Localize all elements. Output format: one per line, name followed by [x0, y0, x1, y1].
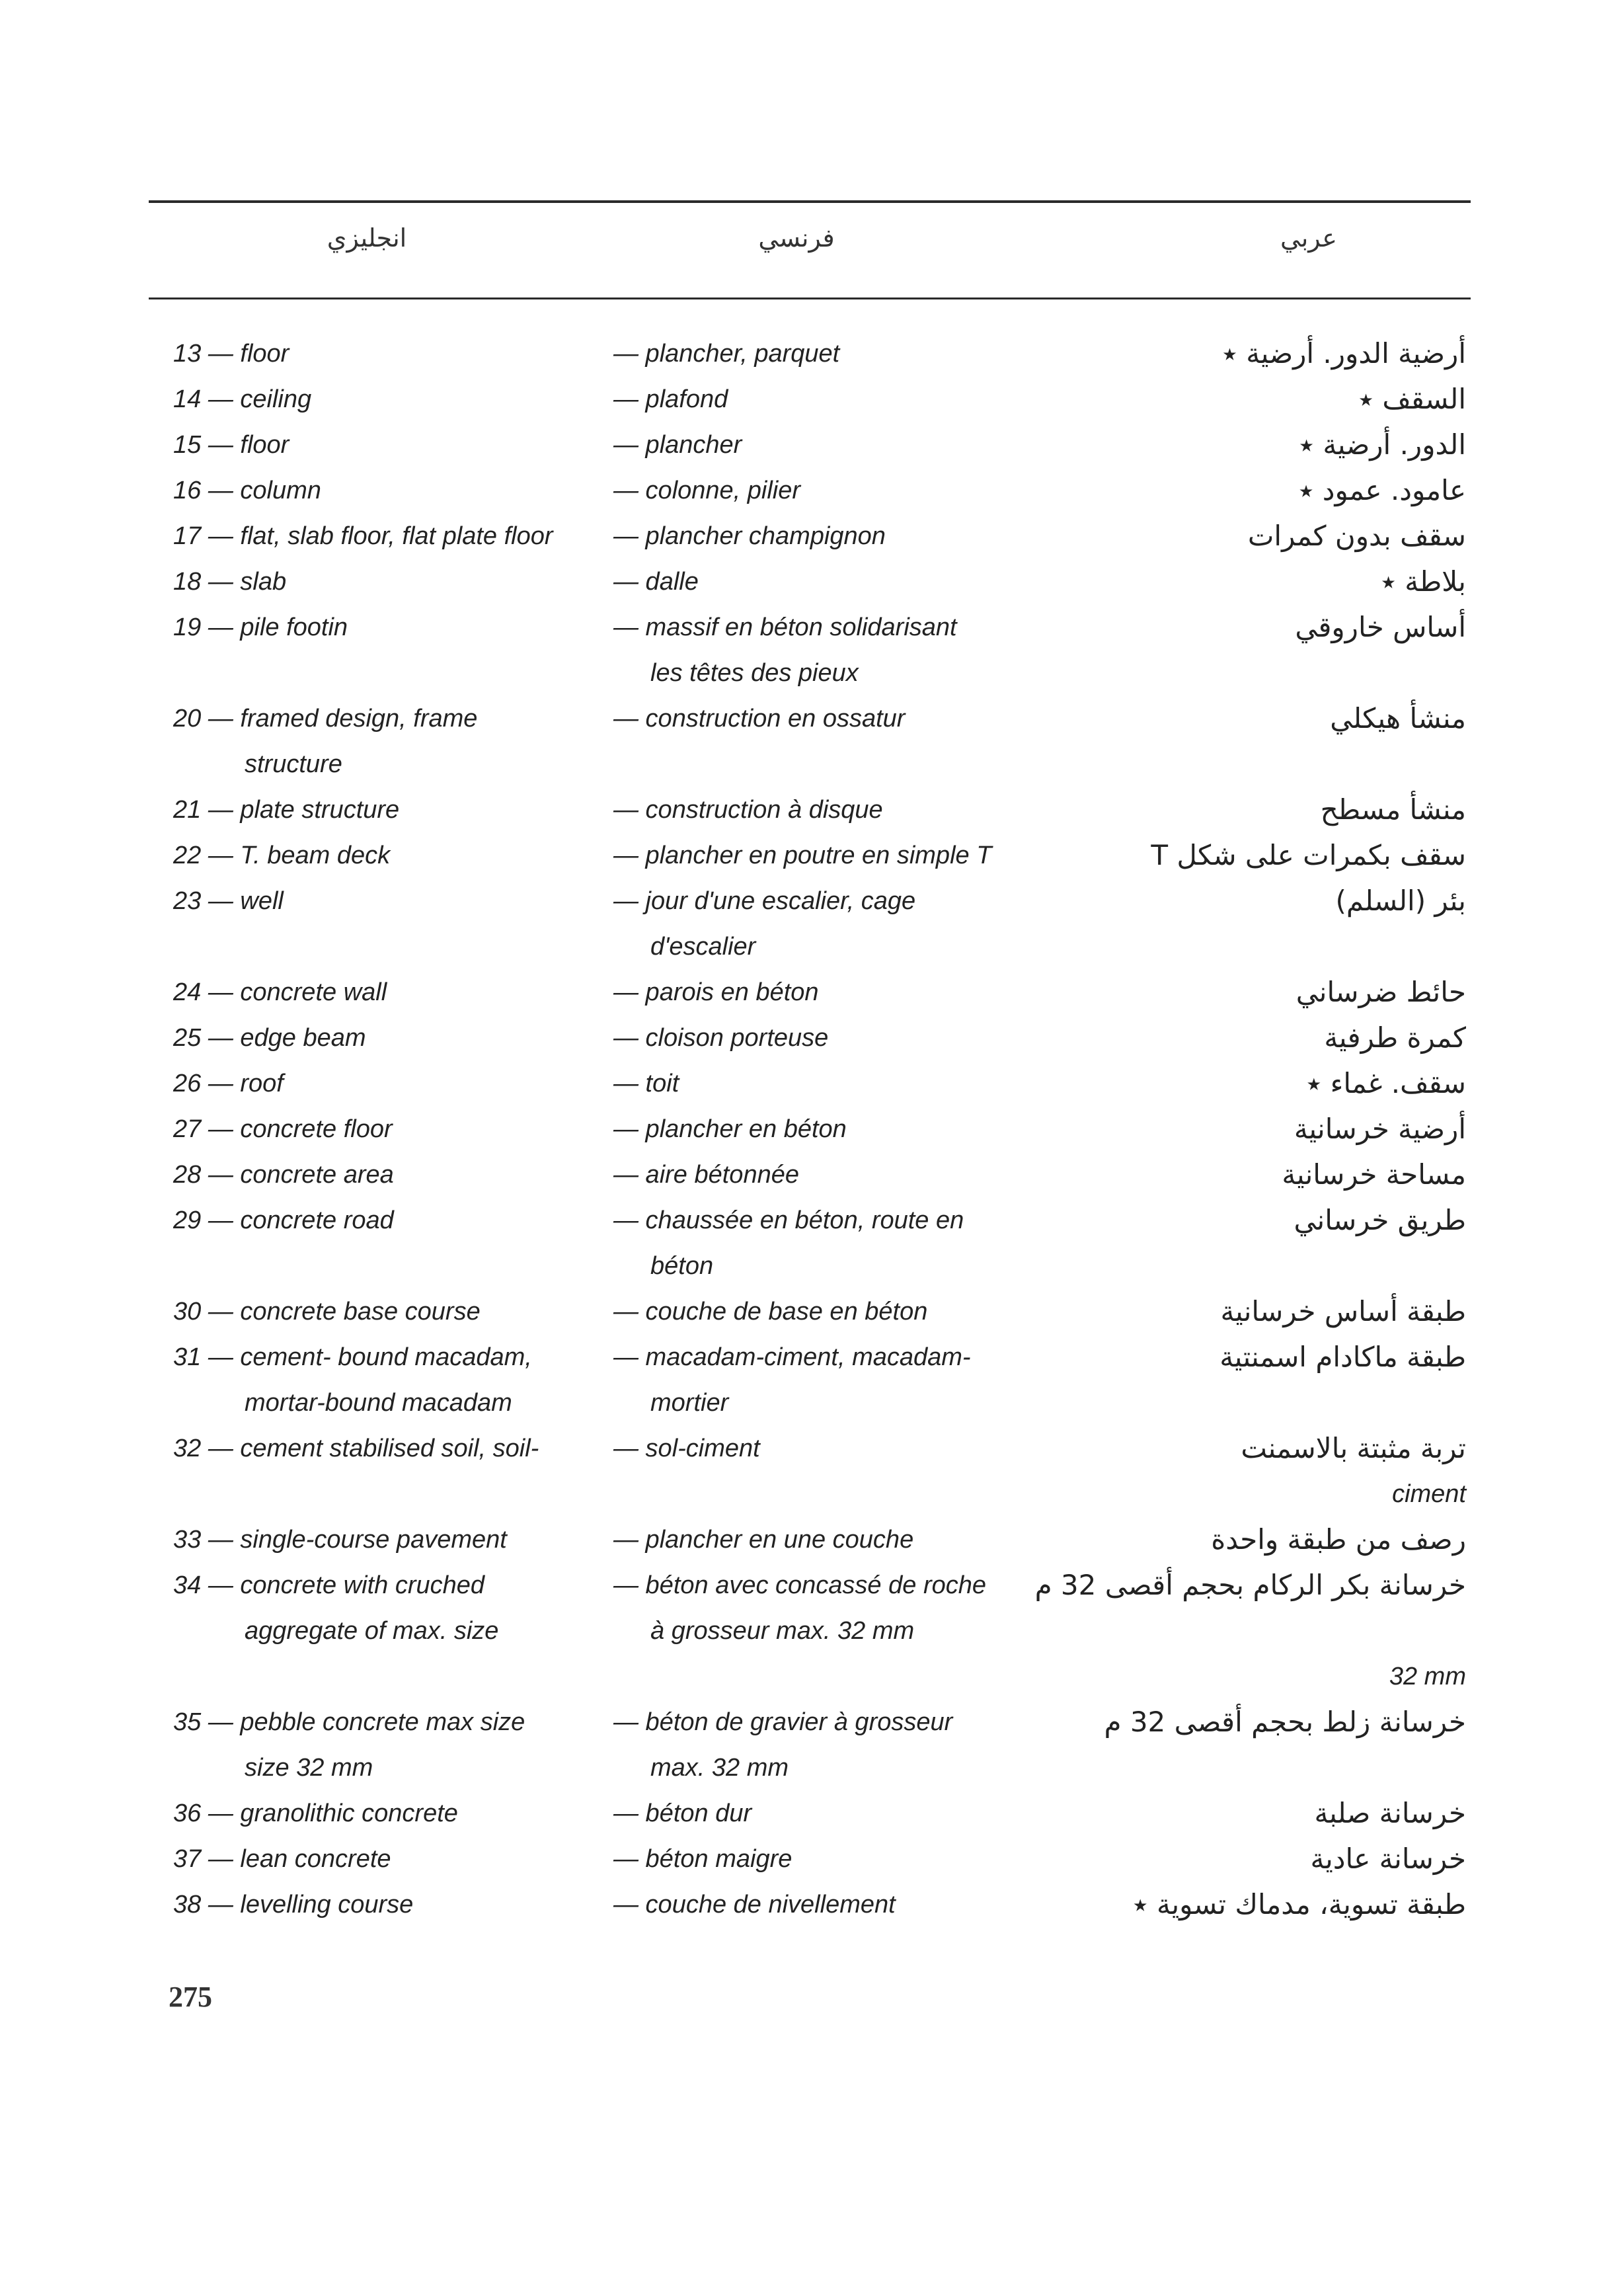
entry-english-term: 15 — floor — [173, 431, 290, 459]
entry-english-term: 18 — slab — [173, 568, 287, 596]
entry-row — [0, 1885, 1624, 1930]
entry-english-term: 32 — cement stabilised soil, soil- — [173, 1435, 539, 1462]
entry-arabic-term: سقف بدون كمرات — [1247, 520, 1466, 552]
entry-row — [0, 699, 1624, 790]
entry-french-term: — massif en béton solidarisant — [613, 614, 957, 641]
entry-english-term: 21 — plate structure — [173, 796, 400, 824]
entry-french — [613, 1109, 1069, 1155]
entry-row — [0, 425, 1624, 471]
entry-row — [0, 1201, 1624, 1292]
entry-french-term: — jour d'une escalier, cage — [613, 887, 916, 915]
entry-english — [173, 1839, 609, 1885]
entry-arabic-term: سقف. غماء ٭ — [1306, 1067, 1466, 1099]
entry-french — [613, 379, 1069, 425]
entry-row — [0, 1520, 1624, 1565]
entry-arabic-term: بئر (السلم) — [1335, 885, 1466, 917]
entry-french — [613, 1201, 1069, 1292]
entry-arabic — [1051, 425, 1466, 471]
entry-french-continuation: max. 32 mm — [650, 1754, 789, 1782]
entry-french-term: — aire bétonnée — [613, 1161, 799, 1189]
entry-english — [173, 471, 609, 516]
entry-english-term: 25 — edge beam — [173, 1024, 366, 1052]
entry-french — [613, 881, 1069, 972]
entry-english — [173, 836, 609, 881]
entry-french-term: — béton de gravier à grosseur — [613, 1708, 953, 1736]
entry-row — [0, 562, 1624, 608]
header-rule — [149, 297, 1471, 299]
entry-arabic — [1051, 1292, 1466, 1337]
entry-arabic-spacer — [1051, 1611, 1466, 1657]
entry-arabic-term: حائط ضرساني — [1295, 976, 1466, 1008]
entry-english-term: 14 — ceiling — [173, 385, 312, 413]
entry-list — [0, 334, 1624, 1930]
entry-english — [173, 425, 609, 471]
entry-french — [613, 1337, 1069, 1429]
entry-row — [0, 379, 1624, 425]
entry-english — [173, 1794, 609, 1839]
entry-row — [0, 608, 1624, 699]
entry-row — [0, 516, 1624, 562]
entry-arabic-term: السقف ٭ — [1358, 383, 1466, 415]
entry-arabic-note: ciment — [1392, 1480, 1466, 1508]
entry-arabic-term: طبقة ماكادام اسمنتية — [1219, 1341, 1466, 1373]
entry-english — [173, 1064, 609, 1109]
entry-english-continuation: mortar-bound macadam — [245, 1389, 512, 1417]
entry-arabic-term: منشأ هيكلي — [1330, 702, 1466, 734]
entry-english-term: 16 — column — [173, 477, 321, 504]
entry-french-term: — plancher champignon — [613, 522, 886, 550]
entry-english — [173, 790, 609, 836]
entry-arabic-note: 32 mm — [1389, 1663, 1466, 1690]
entry-arabic — [1051, 516, 1466, 562]
entry-french-term: — plancher en poutre en simple T — [613, 842, 992, 869]
entry-english-term: 36 — granolithic concrete — [173, 1800, 458, 1827]
entry-french — [613, 790, 1069, 836]
entry-arabic — [1051, 790, 1466, 836]
entry-arabic — [1051, 608, 1466, 653]
entry-english-term: 38 — levelling course — [173, 1891, 414, 1919]
entry-english-term: 34 — concrete with cruched — [173, 1571, 485, 1599]
entry-english-term: 17 — flat, slab floor, flat plate floor — [173, 522, 553, 550]
entry-french-continuation: à grosseur max. 32 mm — [650, 1617, 915, 1645]
entry-french — [613, 972, 1069, 1018]
entry-english-term: 33 — single-course pavement — [173, 1526, 507, 1554]
entry-french — [613, 1794, 1069, 1839]
entry-english — [173, 562, 609, 608]
entry-french-term: — macadam-ciment, macadam- — [613, 1343, 971, 1371]
entry-french — [613, 608, 1069, 699]
entry-english-term: 22 — T. beam deck — [173, 842, 391, 869]
entry-french — [613, 1839, 1069, 1885]
header-french: فرنسي — [758, 225, 835, 253]
entry-arabic — [1051, 1018, 1466, 1064]
header-english: انجليزي — [327, 225, 407, 253]
entry-arabic — [1051, 562, 1466, 608]
entry-english — [173, 1429, 609, 1474]
entry-english — [173, 1885, 609, 1930]
entry-french — [613, 562, 1069, 608]
entry-french-term: — plancher en béton — [613, 1115, 847, 1143]
entry-english — [173, 1520, 609, 1565]
entry-arabic — [1051, 1155, 1466, 1201]
entry-english — [173, 1702, 609, 1794]
entry-english-term: 23 — well — [173, 887, 284, 915]
entry-english-term: 13 — floor — [173, 340, 290, 368]
top-rule — [149, 200, 1471, 203]
entry-english-continuation: structure — [245, 750, 342, 778]
entry-arabic-term: رصف من طبقة واحدة — [1211, 1523, 1466, 1556]
entry-arabic-term: أرضية خرسانية — [1294, 1113, 1466, 1145]
entry-french-term: — couche de base en béton — [613, 1298, 928, 1326]
entry-english — [173, 608, 609, 653]
entry-french — [613, 1292, 1069, 1337]
entry-row — [0, 1429, 1624, 1520]
entry-arabic-term: الدور. أرضية ٭ — [1299, 428, 1466, 461]
entry-arabic-term: عامود. عمود ٭ — [1298, 474, 1466, 506]
entry-row — [0, 1109, 1624, 1155]
entry-english — [173, 1155, 609, 1201]
entry-arabic-term: طبقة تسوية، مدماك تسوية ٭ — [1132, 1888, 1466, 1920]
entry-french-term: — plancher — [613, 431, 742, 459]
entry-english — [173, 516, 609, 562]
entry-row — [0, 1292, 1624, 1337]
entry-arabic-term: خرسانة بكر الركام بحجم أقصى 32 م — [1034, 1569, 1466, 1601]
entry-arabic-term: خرسانة زلط بحجم أقصى 32 م — [1104, 1706, 1466, 1738]
entry-french — [613, 1018, 1069, 1064]
entry-english — [173, 1018, 609, 1064]
entry-french-term: — plancher en une couche — [613, 1526, 914, 1554]
entry-french-term: — toit — [613, 1070, 679, 1097]
entry-french-term: — béton maigre — [613, 1845, 793, 1873]
entry-arabic — [1051, 699, 1466, 744]
entry-row — [0, 1018, 1624, 1064]
page-number: 275 — [169, 1981, 212, 2013]
entry-french — [613, 471, 1069, 516]
entry-arabic-term: مساحة خرسانية — [1282, 1158, 1466, 1191]
entry-french-term: — chaussée en béton, route en — [613, 1207, 964, 1234]
header-arabic: عربي — [1280, 225, 1337, 253]
entry-french-term: — parois en béton — [613, 978, 819, 1006]
entry-english — [173, 1201, 609, 1246]
entry-french-term: — plafond — [613, 385, 728, 413]
entry-french-continuation: les têtes des pieux — [650, 659, 859, 687]
entry-french-term: — cloison porteuse — [613, 1024, 829, 1052]
entry-french-continuation: d'escalier — [650, 933, 756, 961]
entry-english — [173, 1565, 609, 1657]
entry-row — [0, 1155, 1624, 1201]
entry-arabic — [1051, 1702, 1466, 1748]
entry-row — [0, 1337, 1624, 1429]
entry-english — [173, 334, 609, 379]
entry-arabic — [1051, 972, 1466, 1018]
entry-english-term: 31 — cement- bound macadam, — [173, 1343, 532, 1371]
entry-english-continuation: size 32 mm — [245, 1754, 373, 1782]
entry-english-term: 35 — pebble concrete max size — [173, 1708, 525, 1736]
entry-arabic — [1051, 1520, 1466, 1565]
entry-french-term: — construction en ossatur — [613, 705, 906, 732]
entry-french-term: — dalle — [613, 568, 699, 596]
entry-row — [0, 471, 1624, 516]
entry-arabic-term: بلاطة ٭ — [1381, 565, 1466, 598]
entry-arabic — [1051, 471, 1466, 516]
entry-arabic — [1051, 1839, 1466, 1885]
entry-arabic-term: سقف بكمرات على شكل T — [1151, 839, 1466, 871]
entry-row — [0, 790, 1624, 836]
entry-arabic — [1051, 1429, 1466, 1520]
entry-arabic — [1051, 1064, 1466, 1109]
entry-french — [613, 699, 1069, 744]
entry-english-term: 27 — concrete floor — [173, 1115, 393, 1143]
entry-english — [173, 1337, 609, 1429]
entry-french — [613, 1064, 1069, 1109]
entry-english-term: 28 — concrete area — [173, 1161, 394, 1189]
entry-row — [0, 1064, 1624, 1109]
entry-english-term: 24 — concrete wall — [173, 978, 387, 1006]
entry-french-term: — construction à disque — [613, 796, 883, 824]
entry-french — [613, 1885, 1069, 1930]
entry-row — [0, 1839, 1624, 1885]
entry-arabic-term: أرضية الدور. أرضية ٭ — [1222, 337, 1466, 370]
entry-row — [0, 972, 1624, 1018]
entry-arabic — [1051, 1201, 1466, 1246]
entry-english — [173, 1292, 609, 1337]
entry-english-term: 19 — pile footin — [173, 614, 348, 641]
entry-arabic — [1051, 1109, 1466, 1155]
entry-french-term: — couche de nivellement — [613, 1891, 896, 1919]
entry-english-term: 20 — framed design, frame — [173, 705, 478, 732]
entry-french — [613, 516, 1069, 562]
entry-arabic — [1051, 334, 1466, 379]
entry-arabic-term: طريق خرساني — [1294, 1204, 1466, 1236]
entry-row — [0, 334, 1624, 379]
entry-row — [0, 1794, 1624, 1839]
entry-english-term: 30 — concrete base course — [173, 1298, 481, 1326]
entry-english — [173, 881, 609, 927]
entry-arabic — [1051, 1337, 1466, 1383]
entry-arabic-term: كمرة طرفية — [1324, 1021, 1466, 1054]
entry-english — [173, 972, 609, 1018]
entry-english-term: 26 — roof — [173, 1070, 284, 1097]
entry-arabic-term: خرسانة عادية — [1310, 1842, 1466, 1875]
entry-french-term: — béton avec concassé de roche — [613, 1571, 987, 1599]
entry-french — [613, 425, 1069, 471]
entry-arabic — [1051, 379, 1466, 425]
entry-arabic — [1051, 1885, 1466, 1930]
entry-arabic — [1051, 836, 1466, 881]
entry-arabic-term: تربة مثبتة بالاسمنت — [1241, 1432, 1466, 1464]
entry-row — [0, 836, 1624, 881]
entry-french — [613, 1565, 1069, 1657]
entry-french — [613, 1702, 1069, 1794]
entry-english-term: 37 — lean concrete — [173, 1845, 391, 1873]
entry-english — [173, 699, 609, 790]
entry-french-term: — colonne, pilier — [613, 477, 801, 504]
entry-arabic-term: منشأ مسطح — [1320, 793, 1466, 826]
entry-english-continuation: aggregate of max. size — [245, 1617, 499, 1645]
entry-arabic-term: خرسانة صلبة — [1314, 1797, 1466, 1829]
entry-french — [613, 836, 1069, 881]
entry-arabic — [1034, 1565, 1466, 1702]
entry-french-term: — béton dur — [613, 1800, 752, 1827]
entry-french — [613, 1429, 1069, 1474]
entry-row — [0, 1565, 1624, 1702]
entry-french-term: — plancher, parquet — [613, 340, 840, 368]
entry-french — [613, 1155, 1069, 1201]
entry-arabic — [1051, 1794, 1466, 1839]
entry-french-continuation: mortier — [650, 1389, 729, 1417]
entry-french-continuation: béton — [650, 1252, 714, 1280]
entry-french-term: — sol-ciment — [613, 1435, 760, 1462]
entry-french — [613, 334, 1069, 379]
entry-french — [613, 1520, 1069, 1565]
entry-row — [0, 881, 1624, 972]
entry-arabic-term: أساس خاروقي — [1295, 611, 1466, 643]
entry-arabic-term: طبقة أساس خرسانية — [1220, 1295, 1466, 1327]
entry-english-term: 29 — concrete road — [173, 1207, 394, 1234]
entry-english — [173, 1109, 609, 1155]
entry-arabic — [1051, 881, 1466, 927]
entry-english — [173, 379, 609, 425]
entry-row — [0, 1702, 1624, 1794]
